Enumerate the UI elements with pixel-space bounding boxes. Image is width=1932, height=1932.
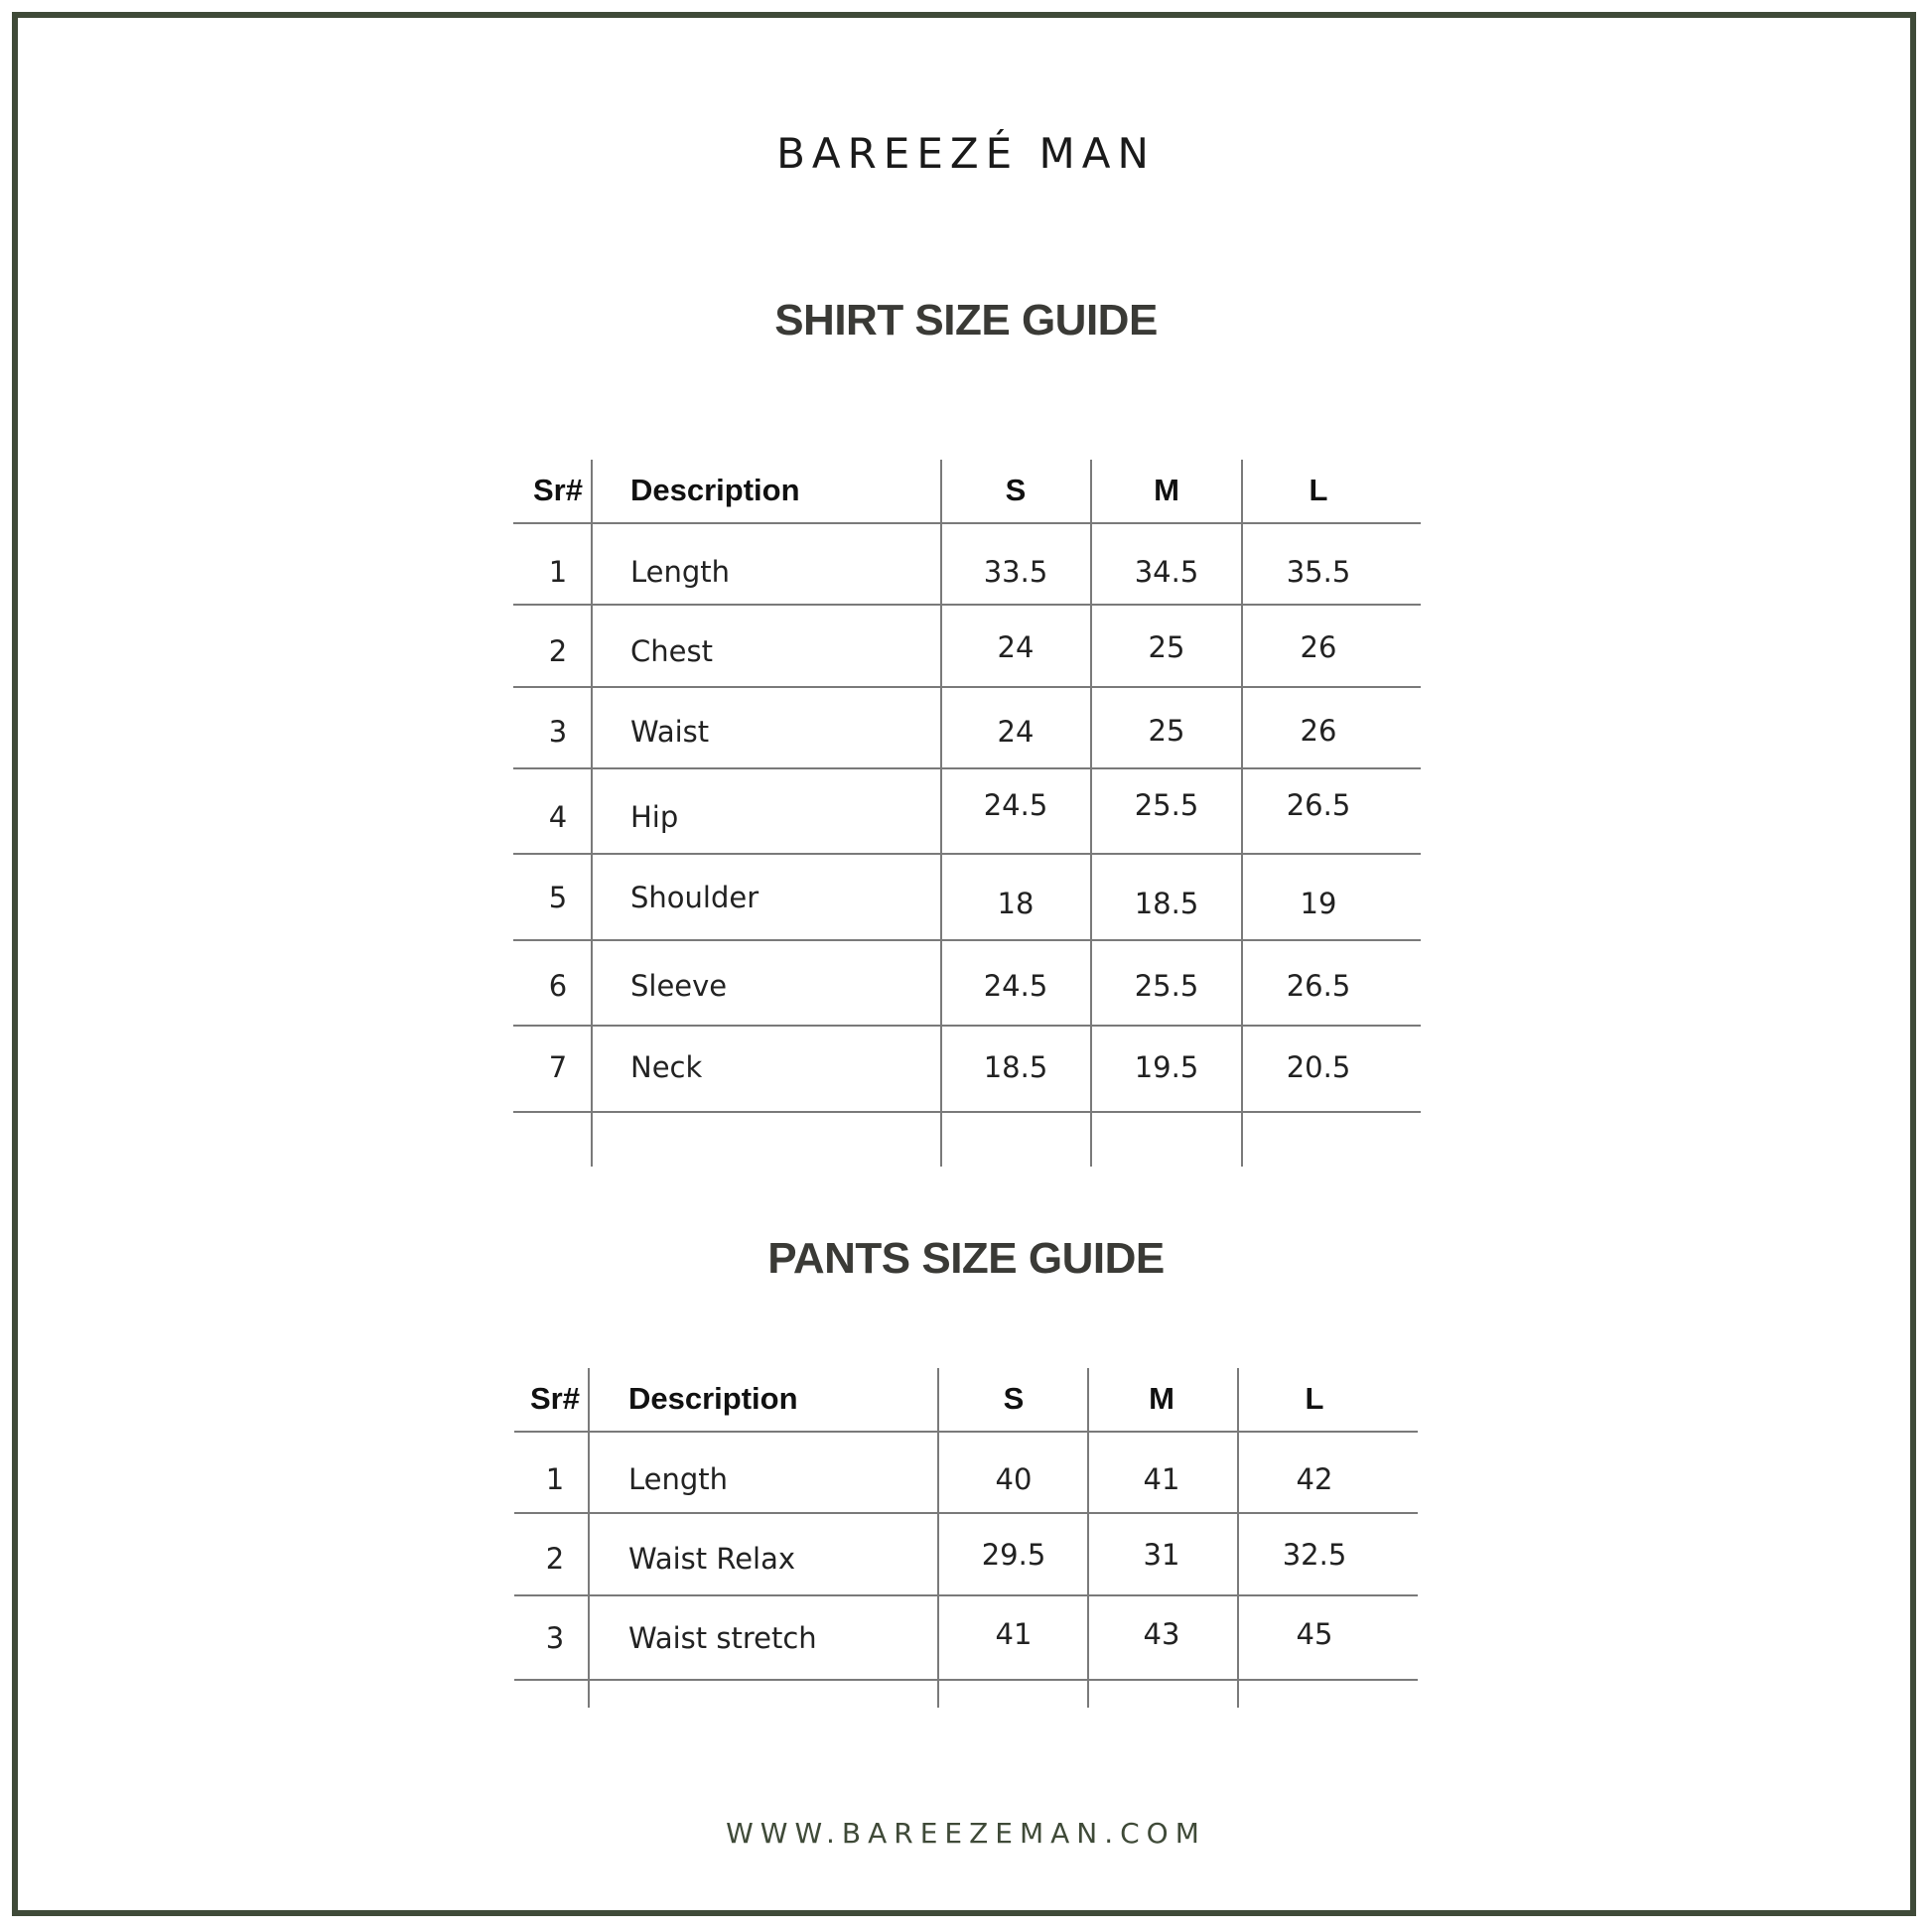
shirt-cell-size-m: 25.5 [1134,788,1199,822]
shirt-row-divider [513,522,1421,524]
shirt-size-guide-title: SHIRT SIZE GUIDE [774,296,1158,345]
pants-header-description: Description [628,1381,798,1416]
shirt-cell-sr: 7 [548,1050,568,1084]
shirt-cell-size-s: 24.5 [983,969,1048,1003]
pants-cell-sr: 2 [545,1542,565,1576]
pants-column-divider [588,1368,590,1708]
shirt-cell-size-l: 26.5 [1286,788,1351,822]
shirt-cell-size-m: 25 [1148,630,1185,664]
pants-cell-description: Waist Relax [628,1542,796,1576]
shirt-cell-sr: 2 [548,634,568,668]
shirt-cell-size-m: 19.5 [1134,1050,1199,1084]
shirt-cell-size-m: 25 [1148,714,1185,748]
shirt-cell-size-m: 34.5 [1134,555,1199,589]
shirt-cell-description: Length [630,555,731,589]
pants-cell-description: Length [628,1462,729,1496]
pants-cell-description: Waist stretch [628,1621,817,1655]
pants-cell-size-m: 41 [1143,1462,1180,1496]
shirt-cell-size-l: 20.5 [1286,1050,1351,1084]
pants-row-divider [514,1512,1418,1514]
shirt-cell-size-l: 26 [1300,714,1337,748]
pants-row-divider [514,1431,1418,1433]
pants-cell-size-l: 42 [1296,1462,1333,1496]
pants-column-divider [1087,1368,1089,1708]
shirt-cell-size-s: 33.5 [983,555,1048,589]
pants-size-guide-title: PANTS SIZE GUIDE [767,1234,1165,1283]
shirt-cell-size-m: 25.5 [1134,969,1199,1003]
pants-header-size-s: S [1003,1381,1025,1416]
shirt-header-size-l: L [1309,473,1328,507]
shirt-row-divider [513,939,1421,941]
website-url: WWW.BAREEZEMAN.COM [726,1817,1206,1850]
pants-cell-size-s: 29.5 [981,1538,1046,1572]
pants-cell-sr: 1 [545,1462,565,1496]
pants-column-divider [1237,1368,1239,1708]
shirt-column-divider [1090,460,1092,1167]
brand-logo: BAREEZÉ MAN [776,129,1156,178]
shirt-cell-size-s: 24 [997,630,1035,664]
shirt-cell-description: Neck [630,1050,703,1084]
shirt-cell-description: Shoulder [630,881,759,914]
shirt-cell-sr: 6 [548,969,568,1003]
shirt-cell-sr: 3 [548,715,568,749]
pants-cell-size-m: 43 [1143,1617,1180,1651]
shirt-column-divider [940,460,942,1167]
shirt-cell-size-l: 26 [1300,630,1337,664]
pants-header-sr: Sr# [530,1381,580,1416]
shirt-cell-size-s: 18.5 [983,1050,1048,1084]
shirt-cell-description: Chest [630,634,713,668]
pants-row-divider [514,1679,1418,1681]
pants-cell-size-s: 40 [995,1462,1033,1496]
shirt-header-size-m: M [1154,473,1179,507]
shirt-header-size-s: S [1005,473,1027,507]
shirt-cell-size-l: 26.5 [1286,969,1351,1003]
shirt-cell-description: Hip [630,800,679,834]
pants-column-divider [937,1368,939,1708]
shirt-cell-description: Waist [630,715,710,749]
pants-header-size-m: M [1149,1381,1174,1416]
shirt-row-divider [513,767,1421,769]
pants-row-divider [514,1594,1418,1596]
shirt-cell-size-s: 24.5 [983,788,1048,822]
shirt-header-sr: Sr# [533,473,583,507]
shirt-row-divider [513,853,1421,855]
shirt-row-divider [513,1111,1421,1113]
pants-cell-sr: 3 [545,1621,565,1655]
pants-cell-size-m: 31 [1143,1538,1180,1572]
shirt-header-description: Description [630,473,800,507]
shirt-cell-sr: 5 [548,881,568,914]
shirt-row-divider [513,604,1421,606]
shirt-cell-size-m: 18.5 [1134,887,1199,920]
pants-cell-size-l: 32.5 [1282,1538,1347,1572]
pants-cell-size-l: 45 [1296,1617,1333,1651]
shirt-cell-size-l: 19 [1300,887,1337,920]
shirt-column-divider [591,460,593,1167]
shirt-cell-size-l: 35.5 [1286,555,1351,589]
pants-cell-size-s: 41 [995,1617,1033,1651]
shirt-column-divider [1241,460,1243,1167]
shirt-cell-sr: 1 [548,555,568,589]
shirt-row-divider [513,1025,1421,1027]
shirt-cell-size-s: 18 [997,887,1035,920]
shirt-cell-description: Sleeve [630,969,728,1003]
shirt-row-divider [513,686,1421,688]
shirt-cell-sr: 4 [548,800,568,834]
pants-header-size-l: L [1305,1381,1324,1416]
shirt-cell-size-s: 24 [997,715,1035,749]
